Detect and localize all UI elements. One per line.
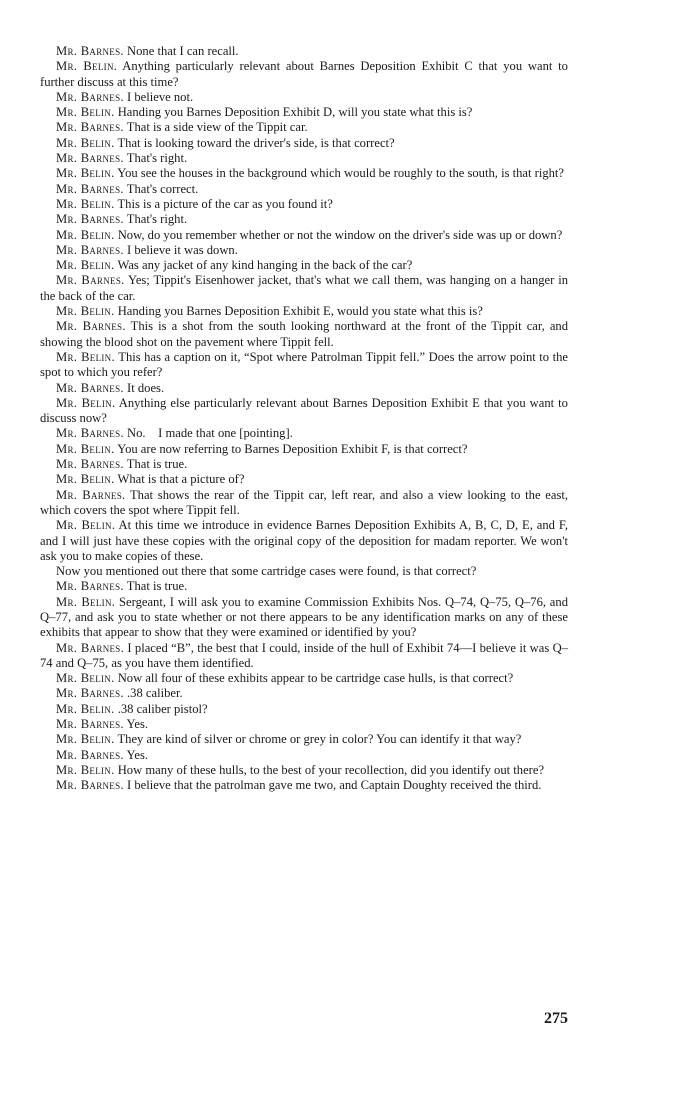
testimony-paragraph (40, 212, 568, 227)
speaker-name: Mr. Belin. (56, 671, 115, 686)
testimony-paragraph (40, 151, 568, 166)
speaker-name: Mr. Belin. (56, 395, 116, 410)
speaker-name: Mr. Barnes. (56, 426, 124, 441)
testimony-paragraph (40, 258, 568, 273)
testimony-text: .38 caliber. (127, 686, 183, 701)
testimony-text: This has a caption on it, “Spot where Patrolman Tippit fell.” Does the arrow point to the spot to which you refer? (40, 349, 568, 380)
testimony-text: You are now referring to Barnes Deposition Exhibit F, is that correct? (117, 441, 468, 456)
testimony-paragraph (40, 136, 568, 151)
testimony-text: That is true. (126, 579, 188, 594)
testimony-text: What is that a picture of? (117, 472, 245, 487)
testimony-paragraph (40, 319, 568, 350)
speaker-name: Mr. Belin. (56, 518, 116, 533)
speaker-name: Mr. Barnes. (56, 717, 124, 732)
testimony-paragraph (40, 197, 568, 212)
testimony-text: That is true. (126, 457, 188, 472)
testimony-paragraph (40, 396, 568, 427)
speaker-name: Mr. Belin. (56, 304, 115, 319)
testimony-paragraph (40, 564, 568, 579)
testimony-paragraph (40, 59, 568, 90)
testimony-paragraph (40, 702, 568, 717)
testimony-paragraph (40, 44, 568, 59)
testimony-text: Handing you Barnes Deposition Exhibit D, will you state what this is? (117, 105, 473, 120)
speaker-name: Mr. Belin. (56, 762, 115, 777)
testimony-text: No. I made that one [pointing]. (127, 426, 293, 441)
testimony-text: How many of these hulls, to the best of your recollection, did you identify out there? (117, 762, 545, 777)
testimony-paragraph (40, 748, 568, 763)
testimony-text: Now all four of these exhibits appear to be cartridge case hulls, is that correct? (117, 671, 514, 686)
testimony-paragraph (40, 105, 568, 120)
testimony-paragraph (40, 518, 568, 564)
speaker-name: Mr. Barnes. (56, 120, 124, 135)
page-number: 275 (544, 1010, 568, 1027)
speaker-name: Mr. Belin. (56, 258, 115, 273)
testimony-text: That's right. (126, 212, 188, 227)
speaker-name: Mr. Barnes. (56, 747, 124, 762)
testimony-paragraph (40, 90, 568, 105)
transcript-body (40, 44, 568, 794)
testimony-paragraph (40, 182, 568, 197)
testimony-text: That is looking toward the driver's side, is that correct? (117, 135, 395, 150)
testimony-paragraph (40, 457, 568, 472)
testimony-text: It does. (127, 380, 165, 395)
speaker-name: Mr. Barnes. (56, 319, 126, 334)
testimony-text: Now you mentioned out there that some cartridge cases were found, is that correct? (56, 564, 477, 579)
testimony-text: I believe that the patrolman gave me two, and Captain Doughty received the third. (127, 778, 542, 793)
testimony-paragraph (40, 472, 568, 487)
testimony-text: They are kind of silver or chrome or grey in color? You can identify it that way? (117, 732, 522, 747)
testimony-paragraph (40, 488, 568, 519)
speaker-name: Mr. Barnes. (56, 640, 125, 655)
testimony-text: Yes. (126, 747, 149, 762)
testimony-paragraph (40, 426, 568, 441)
testimony-paragraph (40, 120, 568, 135)
testimony-text: Yes; Tippit's Eisenhower jacket, that's what we call them, was hanging on a hanger in the back of the car. (40, 273, 568, 303)
speaker-name: Mr. Barnes. (56, 579, 124, 594)
testimony-paragraph (40, 671, 568, 686)
testimony-paragraph (40, 350, 568, 381)
testimony-text: This is a shot from the south looking northward at the front of the Tippit car, and showing the blood shot on the pavement where Tippit fell. (40, 319, 569, 349)
testimony-paragraph (40, 778, 568, 793)
testimony-text: .38 caliber pistol? (117, 701, 208, 716)
testimony-text: None that I can recall. (127, 44, 239, 58)
speaker-name: Mr. Belin. (56, 135, 115, 150)
testimony-text: That is a side view of the Tippit car. (126, 120, 308, 135)
testimony-paragraph (40, 732, 568, 747)
testimony-paragraph (40, 717, 568, 732)
speaker-name: Mr. Belin. (56, 227, 115, 242)
speaker-name: Mr. Barnes. (56, 487, 126, 502)
testimony-text: Anything else particularly relevant about Barnes Deposition Exhibit E that you want to discuss now? (40, 395, 568, 426)
testimony-text: Sergeant, I will ask you to examine Commission Exhibits Nos. Q–74, Q–75, Q–76, and Q–77, and ask you to state whether or not there appears to be any identification marks on any of these exhibits that appear to show that they were examined or identified by you? (40, 594, 568, 640)
speaker-name: Mr. Barnes. (56, 151, 124, 166)
speaker-name: Mr. Barnes. (56, 457, 124, 472)
speaker-name: Mr. Barnes. (56, 181, 124, 196)
speaker-name: Mr. Belin. (56, 166, 115, 181)
speaker-name: Mr. Belin. (56, 349, 115, 364)
testimony-paragraph (40, 228, 568, 243)
testimony-text: This is a picture of the car as you found it? (117, 196, 333, 211)
testimony-paragraph (40, 381, 568, 396)
speaker-name: Mr. Barnes. (56, 44, 124, 58)
speaker-name: Mr. Barnes. (56, 778, 124, 793)
testimony-text: Handing you Barnes Deposition Exhibit E, would you state what this is? (117, 304, 483, 319)
testimony-text: Yes. (126, 717, 149, 732)
speaker-name: Mr. Barnes. (56, 686, 124, 701)
speaker-name: Mr. Belin. (56, 59, 118, 74)
testimony-paragraph (40, 243, 568, 258)
speaker-name: Mr. Belin. (56, 701, 115, 716)
testimony-paragraph (40, 442, 568, 457)
testimony-text: Anything particularly relevant about Barnes Deposition Exhibit C that you want to further discuss at this time? (40, 59, 568, 89)
testimony-paragraph (40, 641, 568, 672)
speaker-name: Mr. Belin. (56, 732, 115, 747)
testimony-paragraph (40, 304, 568, 319)
testimony-paragraph (40, 686, 568, 701)
testimony-text: That's right. (126, 151, 188, 166)
testimony-text: That shows the rear of the Tippit car, left rear, and also a view looking to the east, which covers the spot where Tippit fell. (40, 487, 568, 517)
testimony-paragraph (40, 763, 568, 778)
speaker-name: Mr. Belin. (56, 196, 115, 211)
testimony-text: I believe not. (127, 89, 194, 104)
speaker-name: Mr. Belin. (56, 472, 115, 487)
testimony-paragraph (40, 273, 568, 304)
testimony-text: That's correct. (126, 181, 199, 196)
testimony-paragraph (40, 166, 568, 181)
speaker-name: Mr. Barnes. (56, 273, 125, 288)
testimony-text: Now, do you remember whether or not the window on the driver's side was up or down? (117, 227, 563, 242)
testimony-text: I placed “B”, the best that I could, inside of the hull of Exhibit 74—I believe it was Q–74 and Q–75, as you have them identified. (40, 640, 568, 670)
speaker-name: Mr. Barnes. (56, 380, 124, 395)
testimony-paragraph (40, 579, 568, 594)
testimony-text: You see the houses in the background which would be roughly to the south, is that right? (117, 166, 565, 181)
speaker-name: Mr. Barnes. (56, 212, 124, 227)
speaker-name: Mr. Barnes. (56, 242, 124, 257)
testimony-text: Was any jacket of any kind hanging in the back of the car? (117, 258, 413, 273)
testimony-paragraph (40, 595, 568, 641)
speaker-name: Mr. Belin. (56, 105, 115, 120)
speaker-name: Mr. Belin. (56, 441, 115, 456)
speaker-name: Mr. Belin. (56, 594, 116, 609)
speaker-name: Mr. Barnes. (56, 89, 124, 104)
testimony-text: At this time we introduce in evidence Barnes Deposition Exhibits A, B, C, D, E, and F, and I will just have these copies with the original copy of the deposition for madam reporter. We won't ask you to make copies of these. (40, 518, 568, 563)
testimony-text: I believe it was down. (127, 242, 238, 257)
